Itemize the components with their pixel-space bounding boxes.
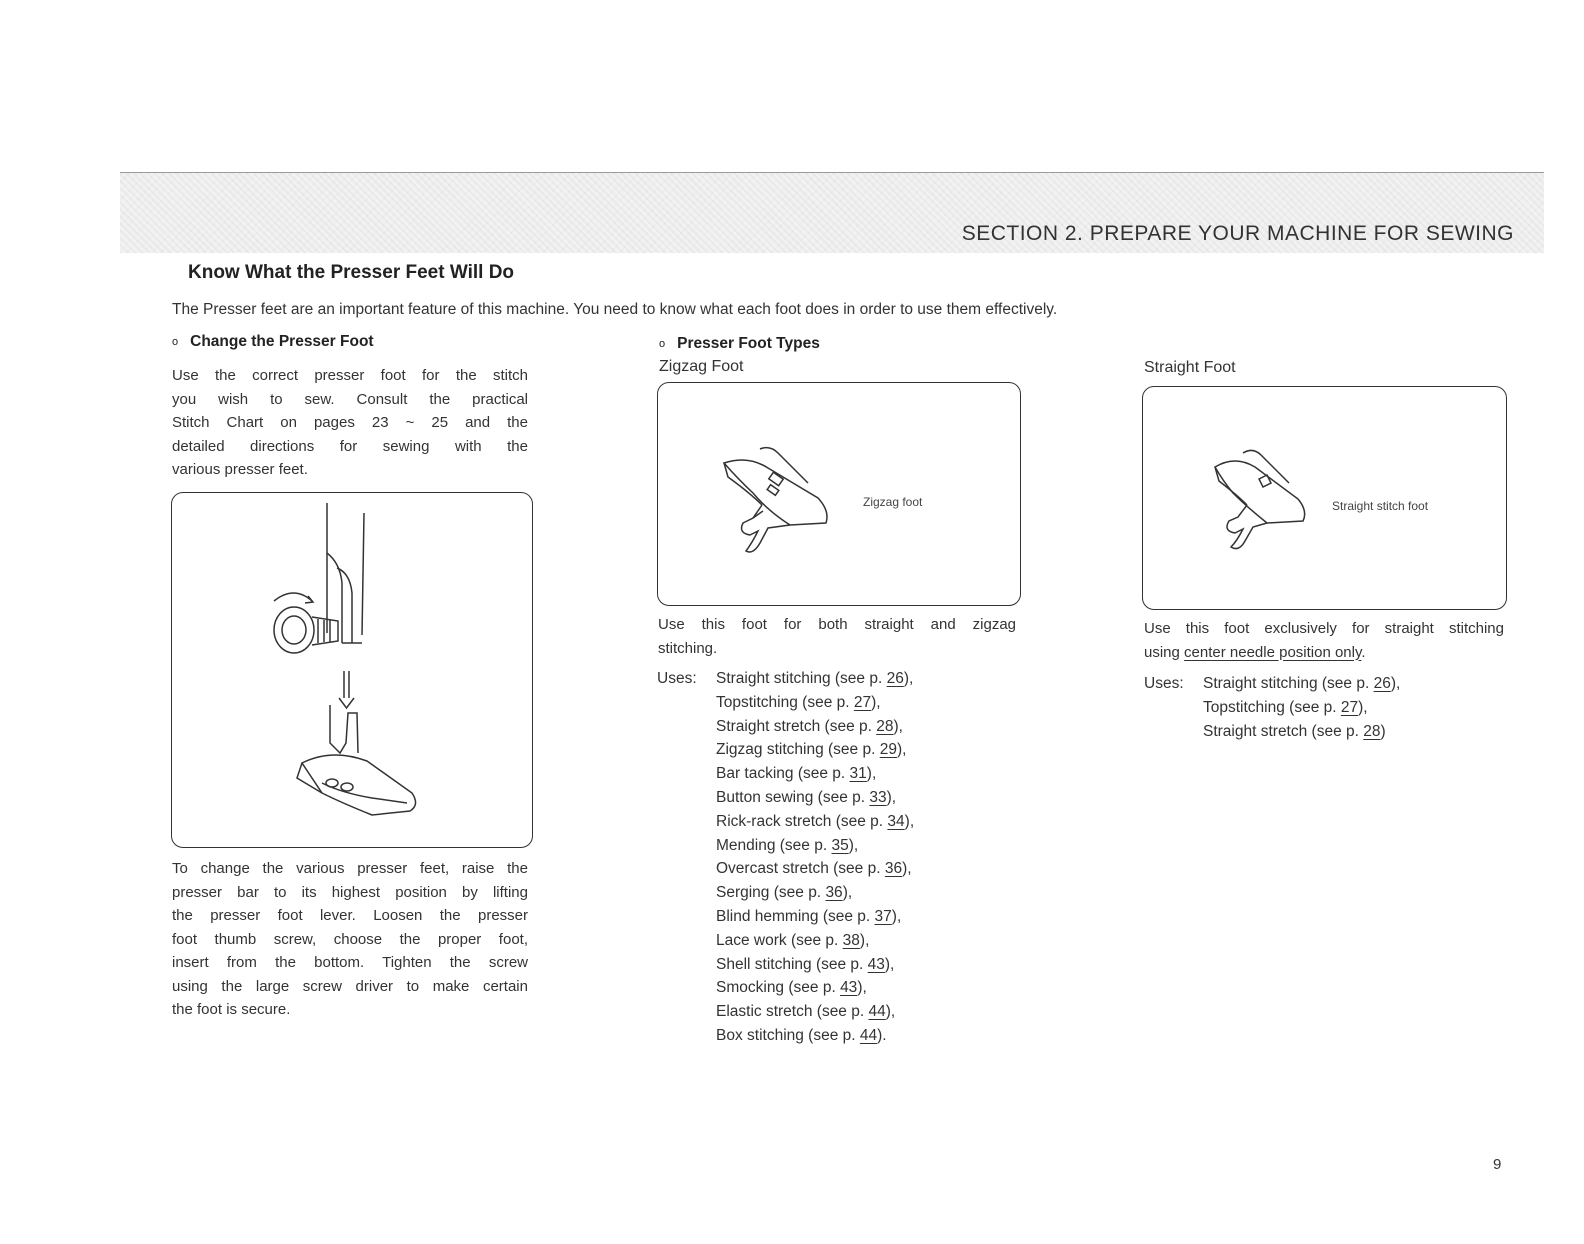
- uses-item-end: ),: [903, 670, 914, 687]
- zigzag-figure-label: Zigzag foot: [863, 495, 923, 509]
- uses-item: [716, 810, 914, 834]
- straight-foot-illustration: [1143, 387, 1506, 609]
- zigzag-desc-line: Use this foot for both straight and zigzag: [658, 616, 1016, 633]
- uses-item-page: 44: [859, 1026, 878, 1044]
- uses-item-text: Zigzag stitching (see p.: [716, 741, 880, 759]
- straight-figure-label: Straight stitch foot: [1332, 499, 1429, 513]
- straight-uses-label: Uses:: [1144, 675, 1184, 692]
- uses-item-page: 36: [825, 884, 843, 902]
- uses-item-end: ),: [1390, 675, 1401, 692]
- change-foot-paragraph-2: [172, 857, 528, 1022]
- section-title: SECTION 2. PREPARE YOUR MACHINE FOR SEWING: [961, 222, 1514, 245]
- uses-item-end: ),: [896, 741, 907, 759]
- uses-item-text: Smocking (see p.: [716, 979, 841, 997]
- uses-item-end: ),: [857, 979, 867, 997]
- straight-foot-figure: [1142, 386, 1507, 610]
- para2-line: To change the various presser feet, raise the: [172, 860, 528, 877]
- uses-item: [716, 1024, 914, 1048]
- uses-item-text: Topstitching (see p.: [716, 693, 854, 711]
- uses-item-page: 36: [884, 860, 903, 878]
- para1-line: Stitch Chart on pages 23 ~ 25 and the: [172, 414, 528, 431]
- section-header-band: [120, 172, 1544, 253]
- uses-item-text: Straight stitching (see p.: [716, 670, 887, 687]
- page-heading: Know What the Presser Feet Will Do: [188, 262, 515, 283]
- para2-line: insert from the bottom. Tighten the screw: [172, 954, 528, 971]
- uses-item: [716, 667, 914, 691]
- presser-change-figure: [171, 492, 533, 848]
- bullet-icon: o: [172, 336, 179, 348]
- uses-item-text: Overcast stretch (see p.: [716, 860, 885, 878]
- uses-item: [716, 976, 914, 1000]
- uses-item-end: ),: [884, 955, 895, 973]
- uses-item-page: 43: [840, 979, 858, 997]
- foot-types-subheading: [659, 335, 820, 353]
- uses-item: [716, 834, 914, 858]
- uses-item-page: 27: [1340, 698, 1359, 716]
- zigzag-foot-illustration: [658, 383, 1020, 605]
- straight-description: [1144, 617, 1504, 664]
- zigzag-uses-label: Uses:: [657, 670, 697, 687]
- para2-line: the foot is secure.: [172, 1001, 291, 1018]
- zigzag-uses-list: [716, 667, 914, 1048]
- uses-item: [716, 881, 914, 905]
- uses-item-page: 44: [868, 1003, 886, 1021]
- uses-item-page: 27: [853, 693, 872, 711]
- straight-desc-emphasis: center needle position only: [1184, 643, 1362, 661]
- uses-item-text: Straight stretch (see p.: [1203, 722, 1364, 740]
- para1-line: various presser feet.: [172, 461, 308, 478]
- uses-item-end: ),: [902, 860, 912, 878]
- para2-line: presser bar to its highest position by lifting: [172, 883, 528, 901]
- uses-item-text: Shell stitching (see p.: [716, 955, 868, 973]
- change-foot-paragraph-1: [172, 364, 528, 482]
- uses-item-page: 29: [879, 741, 897, 759]
- uses-item-text: Lace work (see p.: [716, 931, 843, 949]
- uses-item: [716, 786, 914, 810]
- uses-item-text: Blind hemming (see p.: [716, 907, 875, 925]
- uses-item-end: ),: [891, 907, 902, 925]
- uses-item: [716, 691, 914, 715]
- uses-item-page: 37: [874, 907, 892, 925]
- uses-item-end: ),: [859, 931, 870, 949]
- uses-item-page: 26: [886, 670, 904, 687]
- uses-item-text: Straight stitching (see p.: [1203, 675, 1374, 692]
- straight-desc-prefix: using: [1144, 643, 1185, 661]
- uses-item: [1203, 720, 1400, 744]
- uses-item-page: 33: [869, 788, 887, 806]
- uses-item-page: 28: [876, 717, 894, 735]
- uses-item: [716, 929, 914, 953]
- page-number: 9: [1493, 1156, 1502, 1173]
- presser-bar-illustration: [172, 493, 532, 847]
- uses-item-end: ),: [893, 717, 903, 735]
- uses-item-page: 31: [849, 765, 867, 783]
- uses-item-text: Rick-rack stretch (see p.: [716, 812, 888, 830]
- uses-item-text: Box stitching (see p.: [716, 1026, 860, 1044]
- uses-item-end: ),: [886, 788, 897, 806]
- uses-item: [716, 905, 914, 929]
- uses-item-text: Topstitching (see p.: [1203, 698, 1341, 716]
- para1-line: detailed directions for sewing with the: [172, 437, 528, 455]
- uses-item-text: Elastic stretch (see p.: [716, 1003, 869, 1021]
- uses-item-end: ),: [842, 884, 853, 902]
- straight-desc-line: Use this foot exclusively for straight stitching: [1144, 620, 1504, 637]
- uses-item-end: ),: [848, 836, 859, 854]
- para1-line: you wish to sew. Consult the practical: [172, 390, 528, 408]
- bullet-icon: o: [659, 338, 666, 350]
- uses-item-text: Button sewing (see p.: [716, 788, 870, 806]
- uses-item-text: Bar tacking (see p.: [716, 765, 850, 783]
- uses-item-page: 35: [831, 836, 849, 854]
- straight-desc-line-2: [1144, 641, 1504, 665]
- uses-item: [716, 762, 914, 786]
- zigzag-desc-line: stitching.: [658, 639, 718, 657]
- uses-item: [1203, 672, 1400, 696]
- foot-types-title: Presser Foot Types: [677, 335, 820, 352]
- change-foot-subheading: [172, 333, 374, 351]
- zigzag-description: [658, 613, 1016, 660]
- uses-item: [1203, 696, 1400, 720]
- uses-item: [716, 715, 914, 739]
- straight-desc-suffix: .: [1361, 643, 1366, 661]
- uses-item-page: 43: [867, 955, 885, 973]
- uses-item-text: Straight stretch (see p.: [716, 717, 877, 735]
- para1-line: Use the correct presser foot for the stitch: [172, 367, 528, 384]
- uses-item: [716, 1000, 914, 1024]
- uses-item-end: ),: [904, 812, 915, 830]
- zigzag-foot-label: Zigzag Foot: [659, 358, 744, 375]
- uses-item-text: Mending (see p.: [716, 836, 832, 854]
- uses-item-end: ),: [1358, 698, 1368, 716]
- uses-item-page: 34: [887, 812, 905, 830]
- uses-item-end: ).: [877, 1026, 887, 1044]
- uses-item: [716, 953, 914, 977]
- zigzag-foot-figure: [657, 382, 1021, 606]
- uses-item-text: Serging (see p.: [716, 884, 826, 902]
- uses-item: [716, 738, 914, 762]
- uses-item-end: ),: [871, 693, 881, 711]
- uses-item-end: ),: [885, 1003, 896, 1021]
- para2-line: using the large screw driver to make certain: [172, 977, 528, 995]
- intro-paragraph: The Presser feet are an important feature of this machine. You need to know what each foot does in order to use them effectively.: [172, 301, 1058, 318]
- para2-line: the presser foot lever. Loosen the presser: [172, 907, 528, 924]
- uses-item-page: 26: [1373, 675, 1391, 692]
- straight-uses-list: [1203, 672, 1400, 743]
- uses-item-page: 28: [1363, 722, 1381, 740]
- uses-item-end: ),: [866, 765, 877, 783]
- uses-item-page: 38: [842, 931, 860, 949]
- uses-item: [716, 857, 914, 881]
- change-foot-title: Change the Presser Foot: [190, 333, 374, 350]
- para2-line: foot thumb screw, choose the proper foot,: [172, 930, 528, 948]
- uses-item-end: ): [1380, 722, 1386, 740]
- straight-foot-label: Straight Foot: [1144, 359, 1236, 376]
